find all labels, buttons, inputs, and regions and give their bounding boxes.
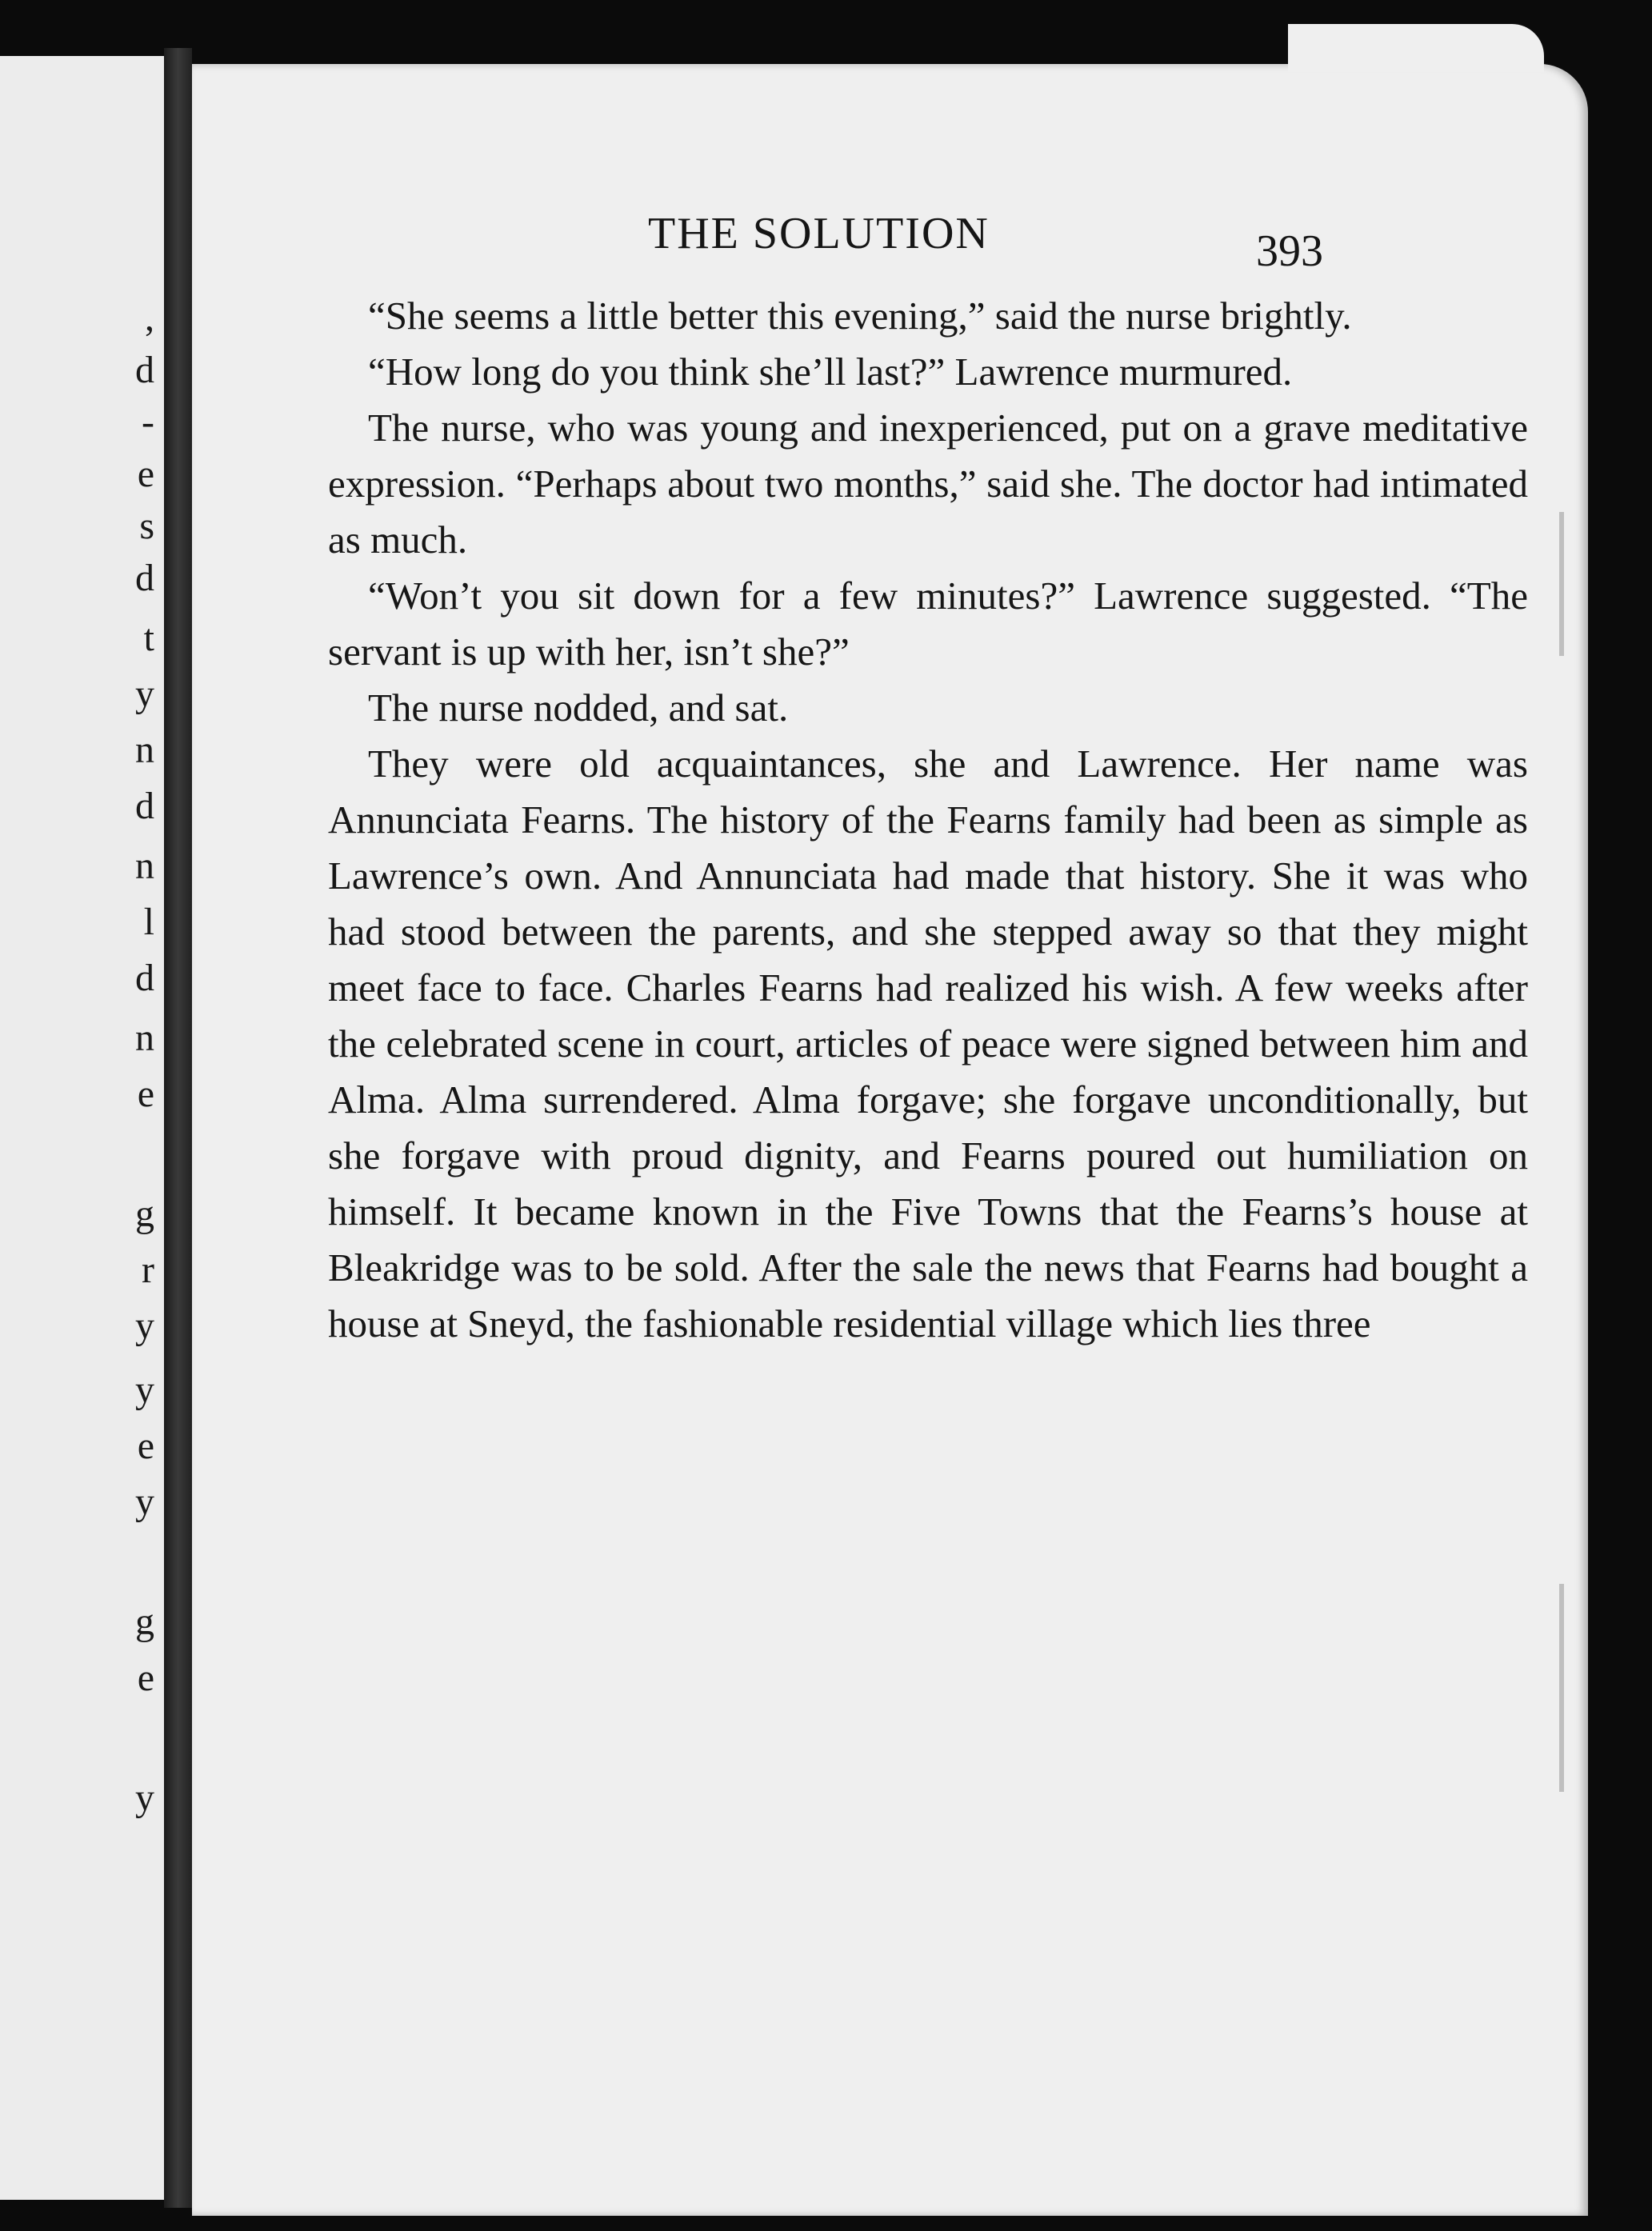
facing-page-fragment: y [135,1777,154,1819]
paragraph: The nurse nodded, and sat. [368,686,789,730]
facing-page-fragment: d [135,349,154,391]
facing-page-fragment: t [143,617,154,659]
facing-page-fragment: e [137,453,154,495]
paragraph: “How long do you think she’ll last?” Lawrence murmured. [368,350,1293,394]
facing-page-fragment: y [135,673,154,715]
facing-page-fragment: d [135,785,154,827]
book-gutter [164,48,192,2208]
facing-page-fragment: r [142,1249,154,1291]
facing-page-fragment: , [145,297,154,339]
facing-page-fragment: n [135,845,154,887]
scan-artifact [1559,512,1564,656]
paragraph: “She seems a little better this evening,” said the nurse brightly. [368,294,1352,338]
facing-page-fragment: - [142,401,154,443]
facing-page-fragment: e [137,1425,154,1467]
facing-page-fragment: g [135,1601,154,1643]
page-tab [1288,24,1544,72]
facing-page-fragment: y [135,1369,154,1411]
facing-page-fragment: e [137,1073,154,1115]
book-page [192,64,1588,2216]
facing-page-fragment: n [135,729,154,771]
page-header [192,208,1588,280]
scan-artifact [1559,1584,1564,1792]
running-title: THE SOLUTION [648,209,990,258]
facing-page-fragment: n [135,1017,154,1059]
facing-page-fragment: y [135,1481,154,1523]
paragraph: “Won’t you sit down for a few minutes?” Lawrence suggested. “The servant is up with her, isn’t she?” [328,574,1528,674]
page-number: 393 [1256,226,1323,276]
paragraph: They were old acquaintances, she and Lawrence. Her name was Annunciata Fearns. The history of the Fearns family had been as simple as Lawrence’s own. And Annunciata had made that history. She it was who had stood between the parents, and she stepped away so that they might meet face to face. Charles Fearns had realized his wish. A few weeks after the celebrated scene in court, articles of peace were signed between him and Alma. Alma surrendered. Alma forgave; she forgave unconditionally, but she forgave with proud dignity, and Fearns poured out humiliation on himself. It became known in the Five Towns that the Fearns’s house at Bleakridge was to be sold. After the sale the news that Fearns had bought a house at Sneyd, the fashionable residential village which lies three [328,742,1528,1345]
facing-page-fragment: l [143,901,154,943]
paragraph: The nurse, who was young and inexperienced, put on a grave meditative expression. “Perhaps about two months,” said she. The doctor had intimated as much. [328,406,1528,562]
facing-page-fragment: d [135,557,154,599]
facing-page-fragment: s [139,505,154,547]
body-text [328,288,1528,1352]
facing-page [0,56,172,2200]
facing-page-fragment: d [135,957,154,999]
facing-page-fragment: e [137,1657,154,1699]
facing-page-fragment: y [135,1305,154,1347]
facing-page-fragment: g [135,1193,154,1235]
